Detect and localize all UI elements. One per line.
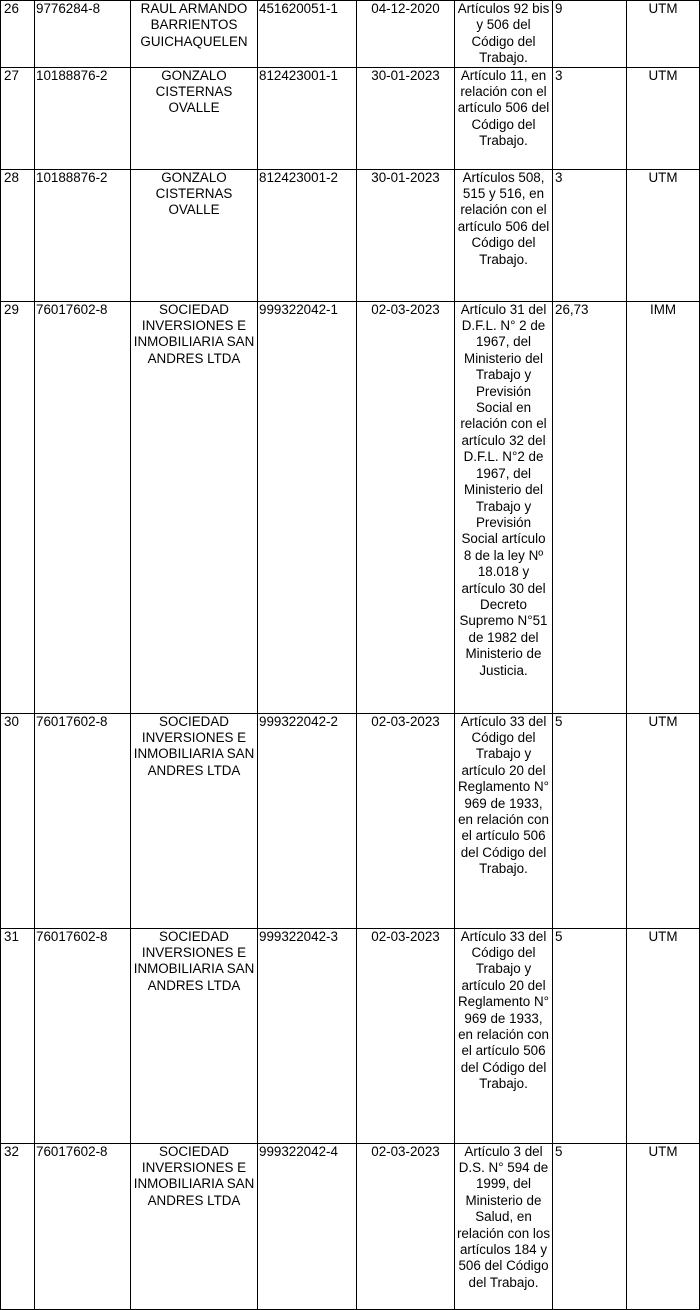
date-cell: 30-01-2023 [357, 169, 455, 301]
infringed-rule-cell: Artículo 31 del D.F.L. N° 2 de 1967, del Ministerio del Trabajo y Previsión Social en relación con el artículo 32 del D.F.L. N°2 de 1967, del Ministerio del Trabajo y Previsión Social artículo 8 de la ley Nº 18.018 y artículo 30 del Decreto Supremo N°51 de 1982 del Ministerio de Justicia. [455, 301, 553, 713]
employer-name-cell: SOCIEDAD INVERSIONES E INMOBILIARIA SAN ANDRES LTDA [131, 713, 258, 928]
table-row [1, 67, 700, 169]
row-number: 30 [1, 713, 35, 928]
employer-name-cell: SOCIEDAD INVERSIONES E INMOBILIARIA SAN ANDRES LTDA [131, 928, 258, 1143]
rut-cell: 76017602-8 [35, 928, 131, 1143]
row-number: 32 [1, 1143, 35, 1309]
infringed-rule-cell: Artículo 33 del Código del Trabajo y artículo 20 del Reglamento N° 969 de 1933, en relación con el artículo 506 del Código del Trabajo. [455, 928, 553, 1143]
rut-cell: 76017602-8 [35, 713, 131, 928]
rut-cell: 76017602-8 [35, 301, 131, 713]
date-cell: 02-03-2023 [357, 928, 455, 1143]
employer-name-cell: GONZALO CISTERNAS OVALLE [131, 169, 258, 301]
table-row [1, 169, 700, 301]
resolution-number-cell: 999322042-4 [258, 1143, 357, 1309]
fine-unit-cell: UTM [627, 169, 700, 301]
resolution-number-cell: 451620051-1 [258, 1, 357, 68]
row-number: 31 [1, 928, 35, 1143]
rut-cell: 10188876-2 [35, 169, 131, 301]
table-row [1, 928, 700, 1143]
row-number: 26 [1, 1, 35, 68]
fine-amount-cell: 3 [553, 169, 627, 301]
employer-name-cell: RAUL ARMANDO BARRIENTOS GUICHAQUELEN [131, 1, 258, 68]
row-number: 27 [1, 67, 35, 169]
infringed-rule-cell: Artículos 508, 515 y 516, en relación con el artículo 506 del Código del Trabajo. [455, 169, 553, 301]
employer-name-cell: SOCIEDAD INVERSIONES E INMOBILIARIA SAN ANDRES LTDA [131, 301, 258, 713]
fine-amount-cell: 3 [553, 67, 627, 169]
fine-amount-cell: 26,73 [553, 301, 627, 713]
date-cell: 02-03-2023 [357, 1143, 455, 1309]
date-cell: 02-03-2023 [357, 713, 455, 928]
row-number: 28 [1, 169, 35, 301]
resolution-number-cell: 999322042-2 [258, 713, 357, 928]
infringed-rule-cell: Artículos 92 bis y 506 del Código del Trabajo. [455, 1, 553, 68]
date-cell: 30-01-2023 [357, 67, 455, 169]
employer-name-cell: GONZALO CISTERNAS OVALLE [131, 67, 258, 169]
fine-unit-cell: IMM [627, 301, 700, 713]
fine-unit-cell: UTM [627, 67, 700, 169]
date-cell: 02-03-2023 [357, 301, 455, 713]
resolution-number-cell: 999322042-1 [258, 301, 357, 713]
infringed-rule-cell: Artículo 3 del D.S. N° 594 de 1999, del Ministerio de Salud, en relación con los artículos 184 y 506 del Código del Trabajo. [455, 1143, 553, 1309]
resolution-number-cell: 999322042-3 [258, 928, 357, 1143]
fine-unit-cell: UTM [627, 928, 700, 1143]
row-number: 29 [1, 301, 35, 713]
date-cell: 04-12-2020 [357, 1, 455, 68]
fine-unit-cell: UTM [627, 1, 700, 68]
employer-name-cell: SOCIEDAD INVERSIONES E INMOBILIARIA SAN ANDRES LTDA [131, 1143, 258, 1309]
fine-amount-cell: 5 [553, 928, 627, 1143]
fine-unit-cell: UTM [627, 1143, 700, 1309]
fine-unit-cell: UTM [627, 713, 700, 928]
rut-cell: 10188876-2 [35, 67, 131, 169]
table-row [1, 1, 700, 68]
infringed-rule-cell: Artículo 33 del Código del Trabajo y artículo 20 del Reglamento N° 969 de 1933, en relación con el artículo 506 del Código del Trabajo. [455, 713, 553, 928]
rut-cell: 9776284-8 [35, 1, 131, 68]
fine-amount-cell: 9 [553, 1, 627, 68]
fine-amount-cell: 5 [553, 1143, 627, 1309]
infringed-rule-cell: Artículo 11, en relación con el artículo 506 del Código del Trabajo. [455, 67, 553, 169]
rut-cell: 76017602-8 [35, 1143, 131, 1309]
resolution-number-cell: 812423001-2 [258, 169, 357, 301]
table-row [1, 301, 700, 713]
fine-amount-cell: 5 [553, 713, 627, 928]
table-row [1, 713, 700, 928]
table-row [1, 1143, 700, 1309]
resolution-number-cell: 812423001-1 [258, 67, 357, 169]
